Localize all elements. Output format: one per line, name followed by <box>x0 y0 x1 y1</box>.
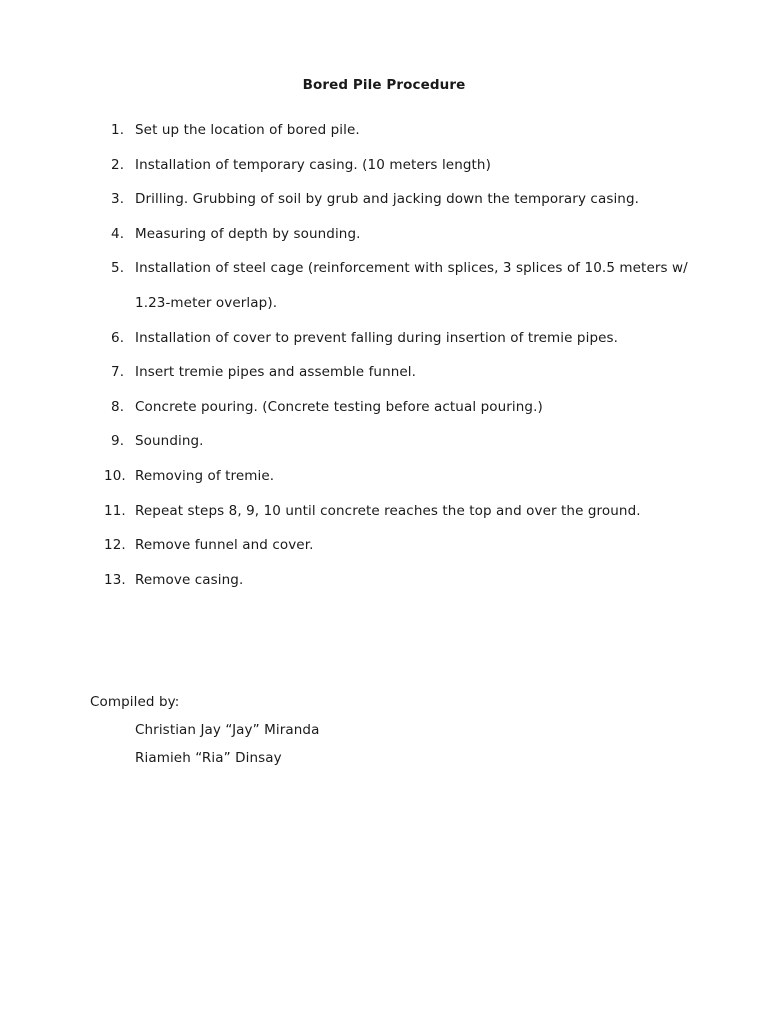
step-number: 3. <box>111 191 125 208</box>
step-number: 8. <box>111 398 125 415</box>
step-text: Removing of tremie. <box>135 467 275 484</box>
step-item <box>104 182 694 217</box>
step-text: Installation of cover to prevent falling during insertion of tremie pipes. <box>135 329 619 346</box>
step-item <box>104 148 694 183</box>
step-number: 10. <box>104 467 126 484</box>
step-number: 4. <box>111 225 125 242</box>
step-item <box>104 528 694 563</box>
step-number: 11. <box>104 502 126 519</box>
step-item <box>104 217 694 252</box>
step-text: Set up the location of bored pile. <box>135 122 360 138</box>
step-item <box>104 390 694 425</box>
step-number: 2. <box>111 156 125 173</box>
compiled-by-label: Compiled by: <box>90 694 180 710</box>
step-text: Installation of steel cage (reinforcement with splices, 3 splices of 10.5 meters w/ 1.23-meter overlap). <box>135 260 688 311</box>
procedure-steps-list <box>104 113 694 597</box>
step-text: Remove funnel and cover. <box>135 537 314 554</box>
compiler-name: Christian Jay “Jay” Miranda <box>135 722 320 738</box>
step-text: Measuring of depth by sounding. <box>135 225 361 242</box>
step-item <box>104 563 694 598</box>
step-text: Repeat steps 8, 9, 10 until concrete reaches the top and over the ground. <box>135 502 641 519</box>
step-text: Insert tremie pipes and assemble funnel. <box>135 364 417 381</box>
compiled-by-section <box>90 688 319 772</box>
step-number: 1. <box>111 122 125 138</box>
step-text: Installation of temporary casing. (10 meters length) <box>135 156 491 173</box>
step-text: Sounding. <box>135 433 204 450</box>
step-item <box>104 494 694 529</box>
step-item <box>104 251 694 320</box>
step-number: 13. <box>104 571 126 588</box>
compiler-name: Riamieh “Ria” Dinsay <box>135 750 282 766</box>
step-item <box>104 321 694 356</box>
step-number: 9. <box>111 433 125 450</box>
step-number: 6. <box>111 329 125 346</box>
step-text: Drilling. Grubbing of soil by grub and jacking down the temporary casing. <box>135 191 640 208</box>
step-number: 12. <box>104 537 126 554</box>
document-title: Bored Pile Procedure <box>302 77 466 93</box>
step-item <box>104 355 694 390</box>
step-item <box>104 459 694 494</box>
step-text: Remove casing. <box>135 571 244 588</box>
step-text: Concrete pouring. (Concrete testing before actual pouring.) <box>135 398 543 415</box>
step-item <box>104 113 694 148</box>
step-number: 5. <box>111 260 125 277</box>
step-item <box>104 424 694 459</box>
step-number: 7. <box>111 364 125 381</box>
